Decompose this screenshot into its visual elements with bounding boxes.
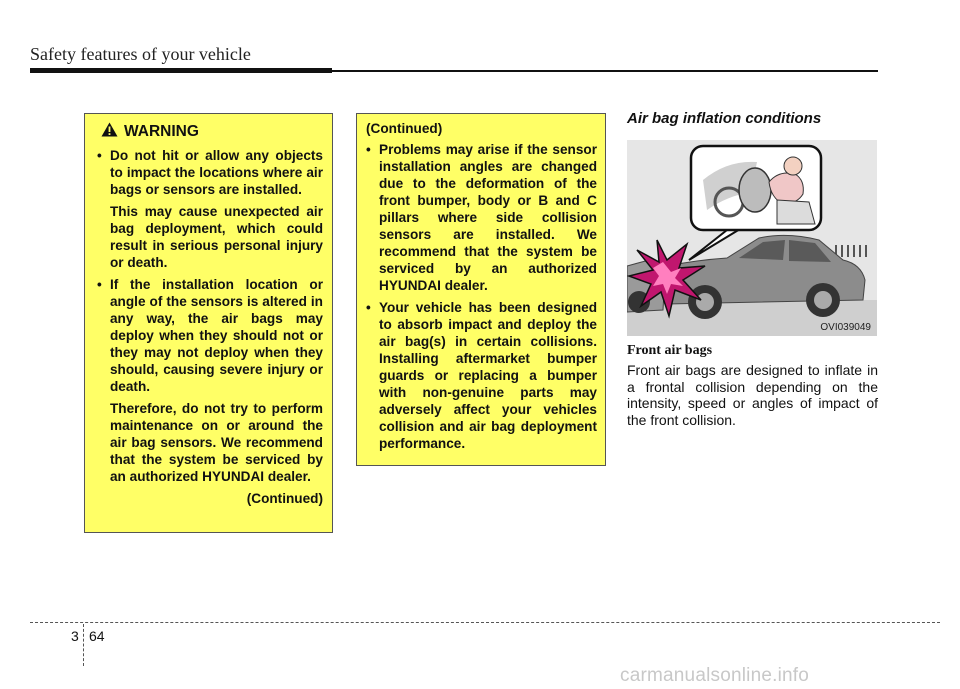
warning-box-continued xyxy=(356,113,606,466)
warning-item-followup: Therefore, do not try to perform maintenance on or around the air bag sensors. We recommend that the system be serviced by an authorized HYUNDAI dealer. xyxy=(110,401,323,484)
continued-label: (Continued) xyxy=(366,121,443,136)
warning-item-text: • If the installation location or angle of the sensors is altered in any way, the air bags may deploy when they should not or they may not deploy when they should, causing severe injury or death. xyxy=(110,277,323,394)
footer-rule xyxy=(30,622,940,623)
warning-triangle-icon xyxy=(101,122,118,141)
body-paragraph: Front air bags are designed to inflate in a frontal collision depending on the intensity, speed or angles of impact of the front collision. xyxy=(627,362,878,428)
chapter-number: 3 xyxy=(71,628,79,644)
warning-item: • Your vehicle has been designed to absorb impact and deploy the air bag(s) in certain collisions. Installing aftermarket bumper guards or replacing a bumper with non-genuine parts may adversely affect your vehicles collision and air bag deployment performance. xyxy=(366,299,597,452)
section-heading: Air bag inflation conditions xyxy=(627,110,822,127)
continued-label: (Continued) xyxy=(246,491,323,506)
warning-item xyxy=(97,147,323,271)
figure-code: OVI039049 xyxy=(820,322,871,333)
subheading: Front air bags xyxy=(627,343,713,358)
warning-item: • Problems may arise if the sensor installation angles are changed due to the deformation of the front bumper, body or B and C pillars where side collision sensors are installed. We recommend that the system be serviced by an authorized HYUNDAI dealer. xyxy=(366,141,597,294)
footer-separator xyxy=(83,624,84,666)
header-rule-thin xyxy=(332,70,878,72)
warning-item-followup: This may cause unexpected air bag deployment, which could result in serious personal injury or death. xyxy=(110,204,323,270)
page-number: 64 xyxy=(89,628,105,644)
warning-item-text: • Do not hit or allow any objects to impact the locations where air bags or sensors are installed. xyxy=(110,148,323,197)
warning-label: WARNING xyxy=(124,123,199,140)
collision-illustration-svg xyxy=(627,140,877,336)
warning-heading xyxy=(101,122,323,141)
page-header-title: Safety features of your vehicle xyxy=(30,44,251,64)
airbag-illustration xyxy=(627,140,877,336)
warning-item xyxy=(97,276,323,485)
header-rule xyxy=(30,68,332,73)
warning-box xyxy=(84,113,333,533)
watermark: carmanualsonline.info xyxy=(620,665,810,686)
